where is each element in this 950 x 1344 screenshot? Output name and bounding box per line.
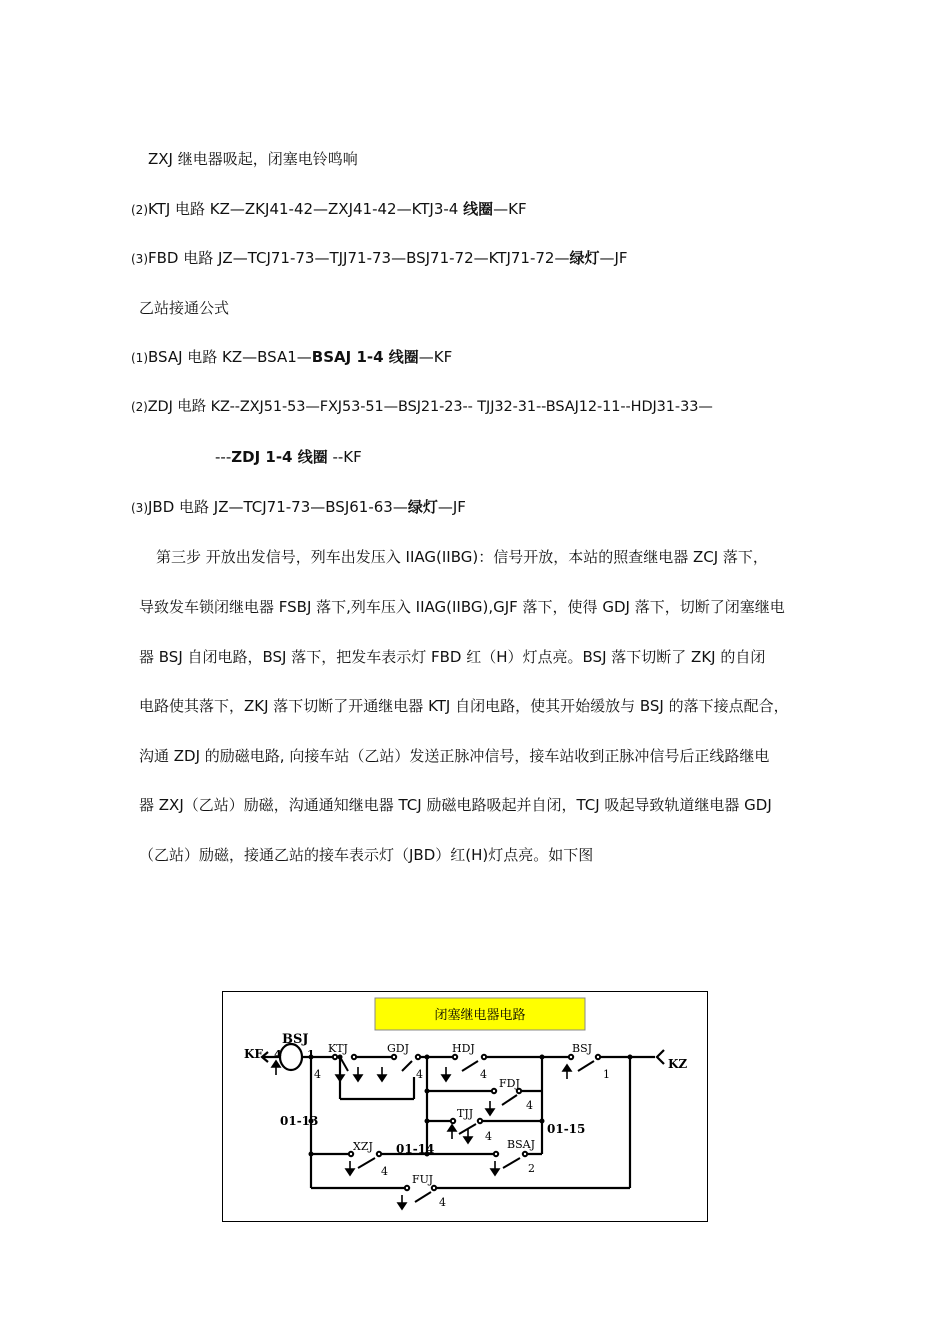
line-fbd-circuit: [131, 248, 628, 269]
kz-label: KZ: [668, 1057, 688, 1071]
gdj-number: 4: [416, 1068, 423, 1081]
ktj-label: KTJ: [328, 1042, 348, 1055]
line-zxj-bell: [148, 149, 358, 169]
circuit-end: —KF: [493, 200, 527, 218]
xzj-number: 4: [381, 1165, 388, 1178]
coil-left-number: 4: [274, 1048, 282, 1061]
item-number: (3): [131, 501, 148, 515]
diagram-title: 闭塞继电器电路: [434, 1008, 526, 1023]
fuj-number: 4: [439, 1196, 446, 1209]
line-jbd-circuit: [131, 497, 466, 518]
node-01-13: 01-13: [280, 1114, 319, 1128]
line-zdj-continuation: [215, 447, 362, 467]
paragraph-line: 沟通 ZDJ 的励磁电路, 向接车站（乙站）发送正脉冲信号，接车站收到正脉冲信号后正线路继电: [139, 747, 770, 765]
item-number: (1): [131, 351, 148, 365]
circuit-bold: BSAJ 1-4 线圈: [311, 348, 419, 366]
node-01-14: 01-14: [396, 1142, 435, 1156]
circuit-end: —JF: [599, 249, 628, 267]
ktj-number: 4: [314, 1068, 321, 1081]
paragraph-line: 第三步 开放出发信号，列车出发压入 IIAG(IIBG)：信号开放，本站的照查继电器 ZCJ 落下，: [156, 548, 768, 566]
circuit-svg: [222, 991, 708, 1222]
circuit-end: --KF: [327, 448, 362, 466]
line-bsaj-circuit: [131, 347, 452, 368]
bsj-coil-label: BSJ: [282, 1032, 309, 1047]
fdj-number: 4: [526, 1099, 533, 1112]
block-relay-circuit-diagram: [222, 991, 708, 1222]
bsj-contact-label: BSJ: [572, 1042, 593, 1055]
circuit-bold: ZDJ 1-4 线圈: [231, 448, 328, 466]
paragraph-line: 导致发车锁闭继电器 FSBJ 落下,列车压入 IIAG(IIBG),GJF 落下，使得 GDJ 落下，切断了闭塞继电: [139, 598, 785, 616]
line-text: 乙站接通公式: [139, 299, 230, 317]
fdj-label: FDJ: [499, 1077, 520, 1090]
paragraph-line: 器 ZXJ（乙站）励磁，沟通通知继电器 TCJ 励磁电路吸起并自闭，TCJ 吸起导致轨道继电器 GDJ: [139, 796, 772, 814]
bsaj-label: BSAJ: [507, 1138, 535, 1151]
item-number: (2): [131, 400, 148, 414]
bsaj-number: 2: [528, 1162, 535, 1175]
line-zdj-circuit: [131, 397, 713, 417]
circuit-bold: 线圈: [463, 200, 494, 218]
bsj-contact-number: 1: [603, 1068, 610, 1081]
item-number: (2): [131, 203, 148, 217]
circuit-bold: 绿灯: [407, 498, 438, 516]
circuit-end: —JF: [437, 498, 466, 516]
node-01-15: 01-15: [547, 1122, 586, 1136]
line-station-b-heading: [139, 298, 229, 318]
coil-right-number: 1: [307, 1048, 315, 1061]
circuit-text: KTJ 电路 KZ—ZKJ41-42—ZXJ41-42—KTJ3-4: [148, 200, 464, 218]
tjj-label: TJJ: [457, 1107, 474, 1120]
paragraph-line: （乙站）励磁，接通乙站的接车表示灯（JBD）红(H)灯点亮。如下图: [139, 846, 594, 864]
fuj-label: FUJ: [412, 1173, 434, 1186]
hdj-label: HDJ: [452, 1042, 475, 1055]
circuit-text: ---: [215, 448, 232, 466]
kf-label: KF: [244, 1047, 263, 1061]
circuit-text: ZDJ 电路 KZ--ZXJ51-53—FXJ53-51—BSJ21-23-- TJJ32-31--BSAJ12-11--HDJ31-33—: [147, 399, 713, 415]
paragraph-line: 器 BSJ 自闭电路，BSJ 落下，把发车表示灯 FBD 红（H）灯点亮。BSJ 落下切断了 ZKJ 的自闭: [139, 648, 766, 666]
circuit-end: —KF: [418, 348, 453, 366]
circuit-text: BSAJ 电路 KZ—BSA1—: [148, 348, 312, 366]
tjj-number: 4: [485, 1130, 492, 1143]
gdj-label: GDJ: [387, 1042, 410, 1055]
line-ktj-circuit: [131, 199, 527, 220]
paragraph-line: 电路使其落下，ZKJ 落下切断了开通继电器 KTJ 自闭电路，使其开始缓放与 BSJ 的落下接点配合，: [139, 697, 789, 715]
step-three-paragraph: [139, 547, 851, 887]
item-number: (3): [131, 252, 148, 266]
line-text: ZXJ 继电器吸起，闭塞电铃鸣响: [148, 150, 358, 168]
circuit-text: FBD 电路 JZ—TCJ71-73—TJJ71-73—BSJ71-72—KTJ71-72—: [148, 249, 570, 267]
hdj-number: 4: [480, 1068, 487, 1081]
xzj-label: XZJ: [353, 1140, 373, 1153]
circuit-bold: 绿灯: [569, 249, 600, 267]
circuit-text: JBD 电路 JZ—TCJ71-73—BSJ61-63—: [148, 498, 408, 516]
